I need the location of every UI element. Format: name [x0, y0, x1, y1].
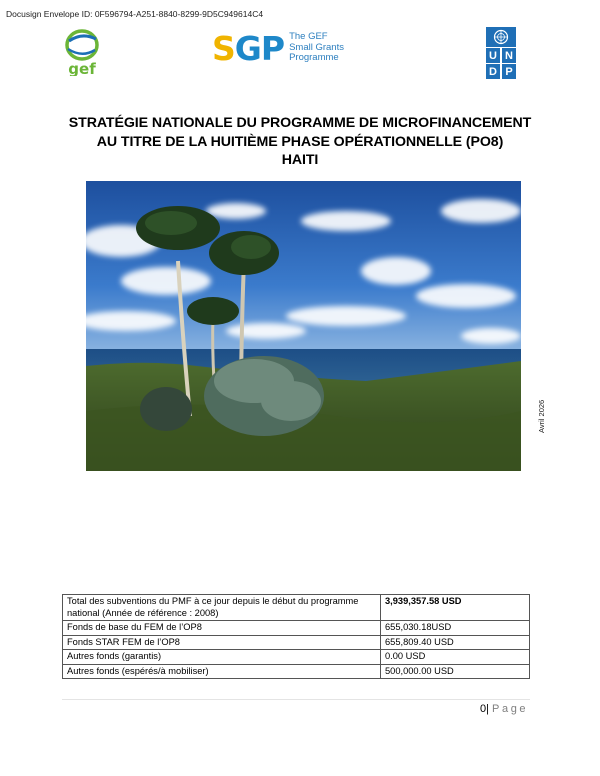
sgp-line-3: Programme: [289, 52, 339, 64]
page-number: [480, 703, 528, 715]
gef-wordmark: gef: [68, 60, 96, 76]
gef-logo: [62, 28, 102, 76]
page-word: Page: [492, 703, 529, 715]
sgp-mark: [212, 28, 285, 68]
undp-letter-u: U: [486, 48, 500, 63]
table-cell-amount: 0.00 USD: [381, 650, 530, 665]
side-date: Avril 2026: [537, 399, 546, 433]
envelope-id: Docusign Envelope ID: 0F596794-A251-8840-8299-9D5C949614C4: [6, 9, 264, 19]
sgp-letter-s: S: [212, 28, 235, 68]
table-cell-amount: 655,809.40 USD: [381, 635, 530, 650]
table-row: [63, 635, 530, 650]
table-cell-label: Fonds de base du FEM de l’OP8: [63, 621, 381, 636]
undp-logo: [486, 27, 516, 79]
table-cell-label: Autres fonds (garantis): [63, 650, 381, 665]
sgp-text: [289, 32, 344, 64]
table-cell-label: Total des subventions du PMF à ce jour depuis le début du programme national (Année de référence : 2008): [63, 595, 381, 621]
table-row: [63, 650, 530, 665]
title-line-3: HAITI: [281, 152, 319, 168]
sgp-letter-p: P: [260, 28, 285, 68]
undp-letter-n: N: [502, 48, 516, 63]
sgp-line-2: Small Grants: [289, 41, 344, 53]
table-cell-amount: 655,030.18USD: [381, 621, 530, 636]
page-number-value: 0: [480, 703, 487, 715]
cover-photo: [86, 181, 521, 471]
title-line-2: AU TITRE DE LA HUITIÈME PHASE OPÉRATIONNELLE (PO8): [96, 133, 504, 150]
sgp-line-1: The GEF: [289, 31, 328, 43]
table-row: [63, 664, 530, 679]
funds-table: [62, 594, 530, 679]
title-line-1: STRATÉGIE NATIONALE DU PROGRAMME DE MICROFINANCEMENT: [68, 115, 532, 131]
table-cell-label: Fonds STAR FEM de l’OP8: [63, 635, 381, 650]
table-row: [63, 595, 530, 621]
footer-divider: [62, 699, 530, 700]
table-cell-amount: 500,000.00 USD: [381, 664, 530, 679]
page-number-separator: |: [486, 703, 489, 715]
undp-letter-p: P: [502, 64, 516, 79]
sgp-letter-g: G: [234, 28, 261, 68]
table-cell-label: Autres fonds (espérés/à mobiliser): [63, 664, 381, 679]
undp-letter-d: D: [486, 64, 500, 79]
table-row: [63, 621, 530, 636]
un-emblem-icon: [486, 27, 516, 47]
table-cell-amount: 3,939,357.58 USD: [381, 595, 530, 621]
document-title: [40, 114, 560, 170]
sgp-logo: [212, 28, 344, 68]
